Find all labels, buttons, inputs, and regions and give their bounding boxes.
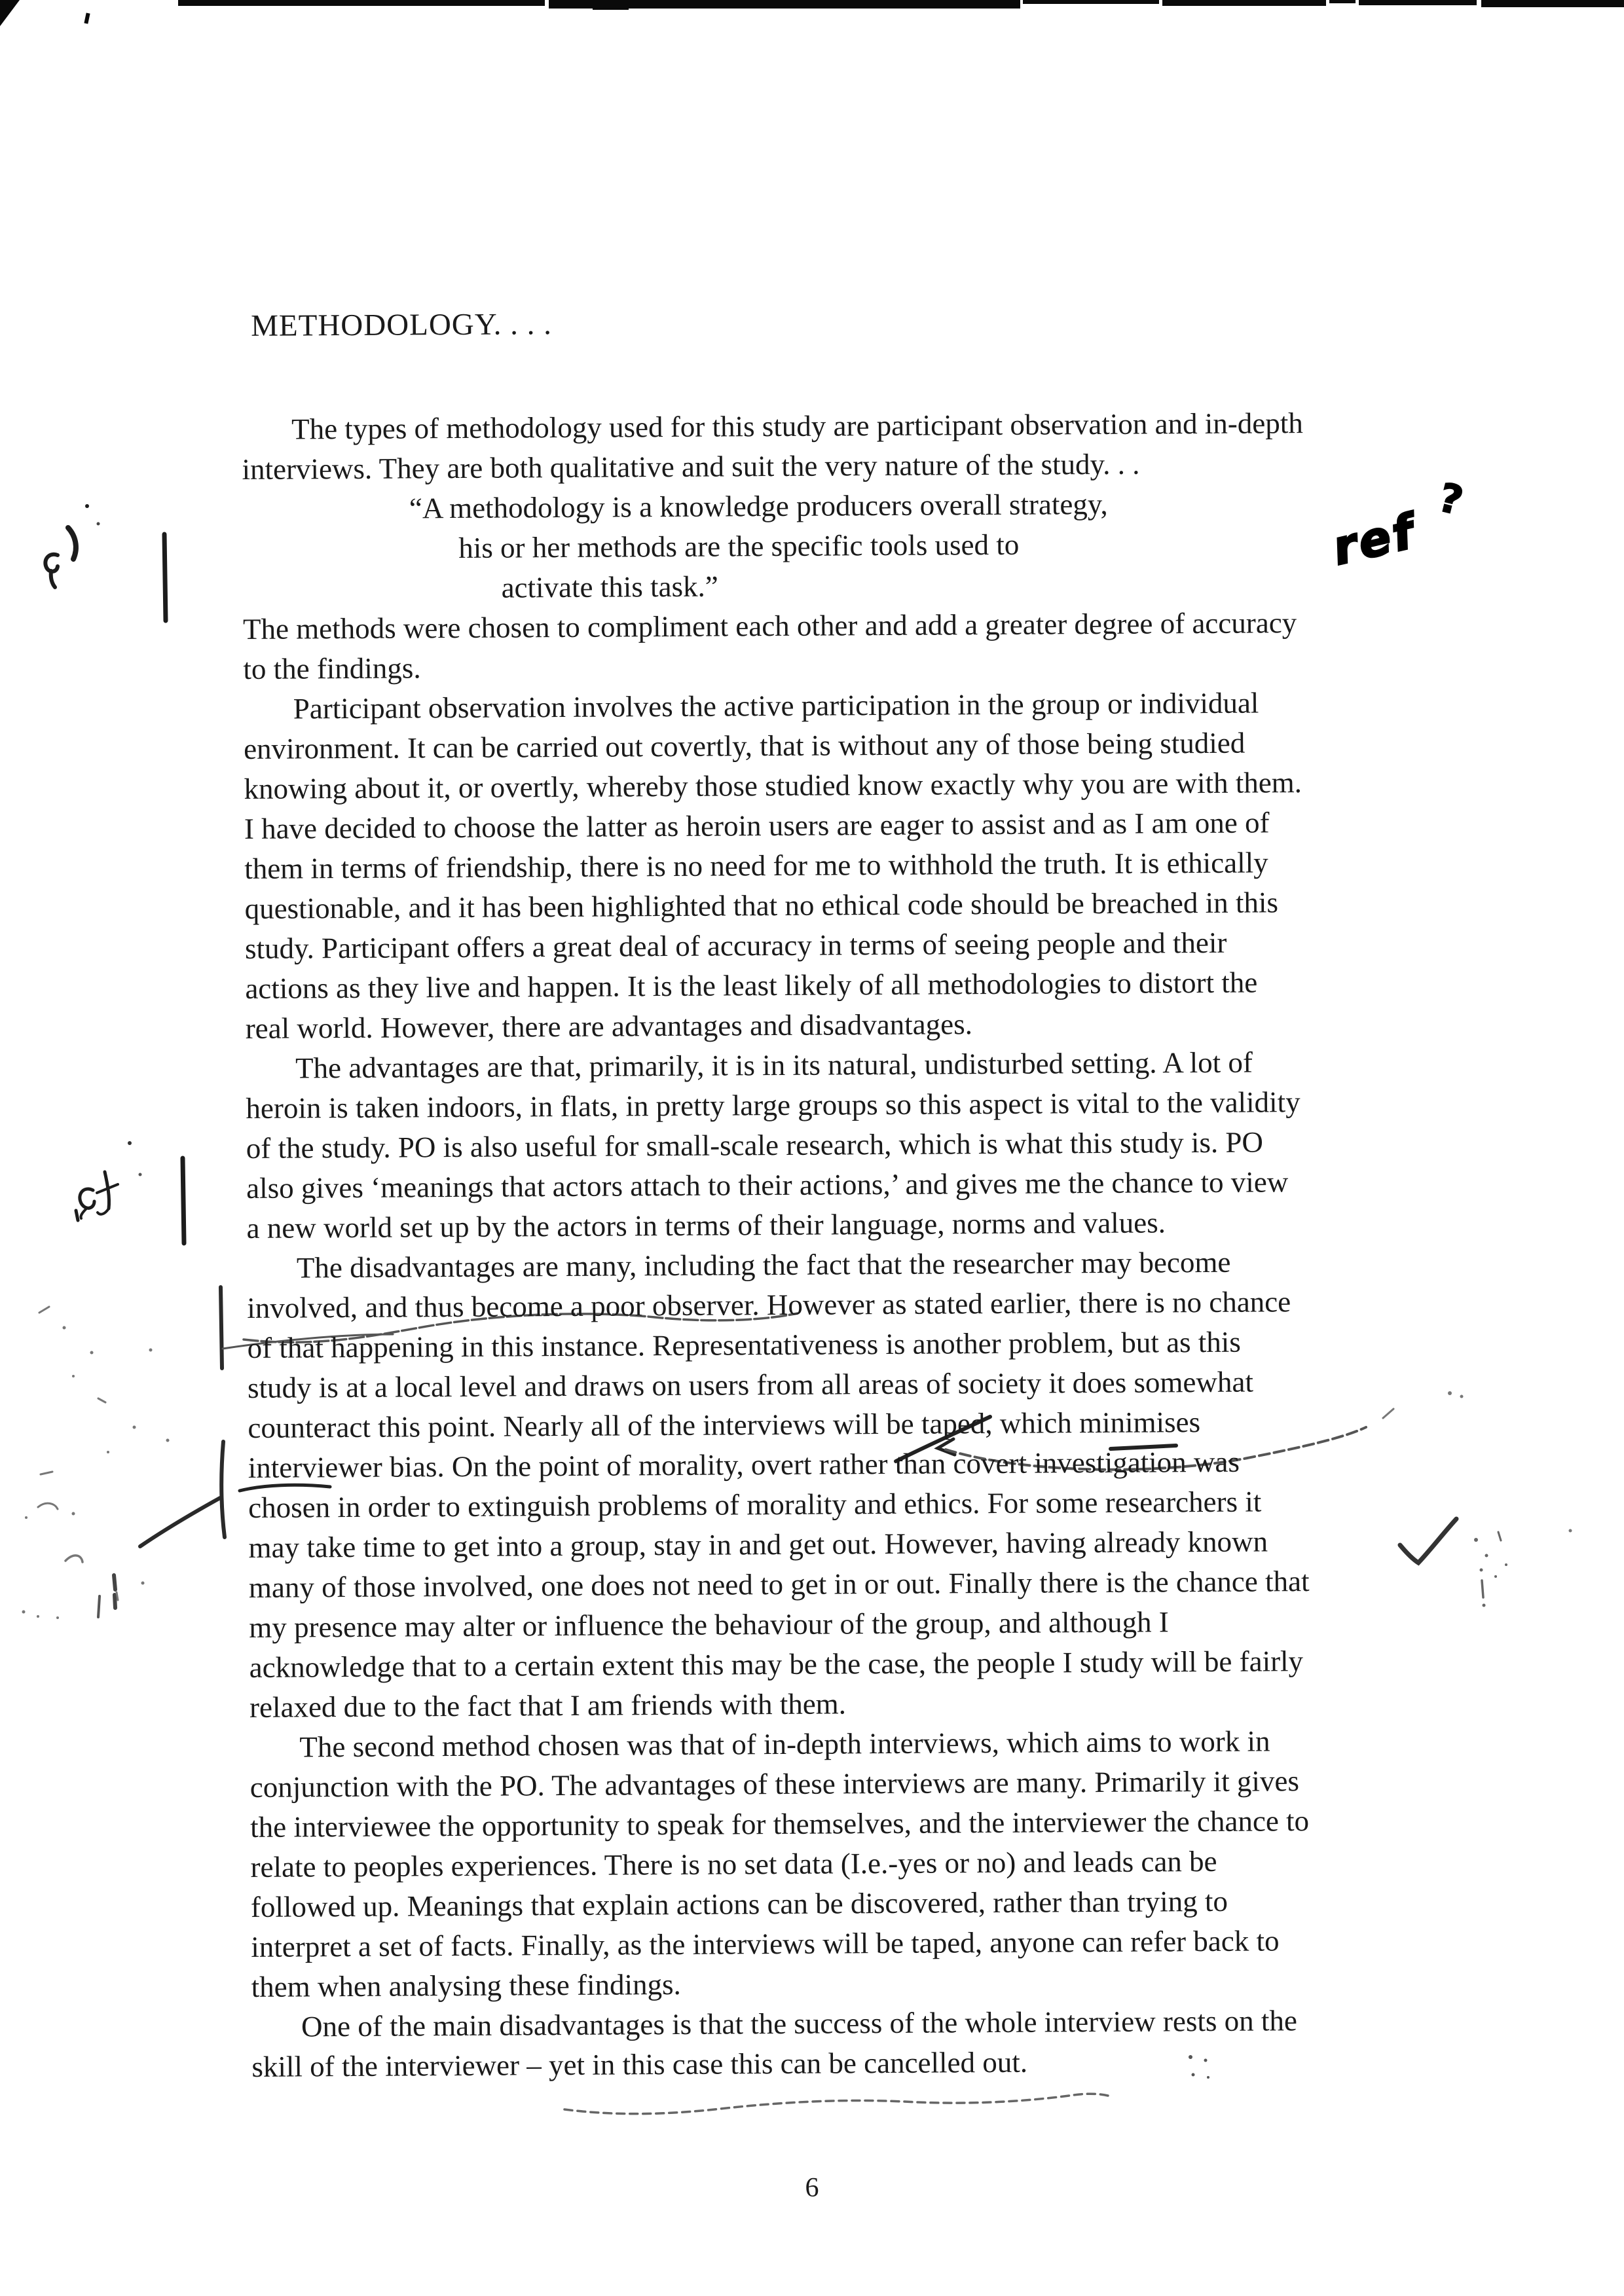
text-line: heroin is taken indoors, in flats, in pretty large groups so this aspect is vital to the validity: [246, 1085, 1301, 1125]
text-line: relaxed due to the fact that I am friends with them.: [249, 1687, 847, 1724]
text-line: The types of methodology used for this study are participant observation and in-depth: [291, 407, 1303, 446]
text-line: One of the main disadvantages is that the success of the whole interview rests on the: [301, 2004, 1298, 2043]
text-line: counteract this point. Nearly all of the interviews will be taped, which minimises: [248, 1406, 1201, 1444]
text-line: them in terms of friendship, there is no need for me to withhold the truth. It is ethically: [244, 846, 1268, 885]
text-line: questionable, and it has been highlighted that no ethical code should be breached in this: [244, 886, 1279, 925]
text-line: knowing about it, or overtly, whereby those studied know exactly why you are with them.: [244, 766, 1302, 805]
scan-artifact-corner-icon: [0, 0, 90, 26]
text-line: conjunction with the PO. The advantages of these interviews are many. Primarily it gives: [249, 1764, 1300, 1804]
text-line: interpret a set of facts. Finally, as the interviews will be taped, anyone can refer back to: [251, 1924, 1280, 1963]
text-line: The methods were chosen to compliment each other and add a greater degree of accuracy: [242, 606, 1297, 646]
text-line: Participant observation involves the active participation in the group or individual: [293, 686, 1259, 725]
text-line: them when analysing these findings.: [251, 1967, 681, 2003]
text-line: of that happening in this instance. Representativeness is another problem, but as this: [247, 1325, 1242, 1364]
text-line: The disadvantages are many, including the fact that the researcher may become: [296, 1245, 1231, 1285]
page-number: 6: [805, 2173, 819, 2203]
text-line: of the study. PO is also useful for small-scale research, which is what this study is. PO: [246, 1125, 1264, 1165]
text-line: study is at a local level and draws on users from all areas of society it does somewhat: [247, 1365, 1254, 1404]
paragraph: [243, 602, 1462, 689]
text-line: chosen in order to extinguish problems of morality and ethics. For some researchers it: [248, 1485, 1262, 1524]
pencil-speck-cluster-icon: [1474, 1532, 1507, 1607]
paragraph: [242, 403, 1460, 490]
text-line: acknowledge that to a certain extent this may be the case, the people I study will be fairly: [249, 1645, 1304, 1684]
page-title: METHODOLOGY. . . .: [251, 307, 553, 343]
pen-squiggle-quote-icon: [45, 504, 166, 621]
pencil-specks-left-icon: [22, 1307, 170, 1619]
pencil-margin-lines-icon: [140, 1287, 225, 1546]
paragraph: [246, 1042, 1465, 1248]
paragraph: [242, 483, 1461, 610]
pen-squiggle-advantages-icon: [76, 1141, 184, 1243]
paragraph: [251, 2000, 1470, 2087]
text-line: interviews. They are both qualitative and suit the very nature of the study. . .: [242, 447, 1140, 486]
text-line: skill of the interviewer – yet in this case this can be cancelled out.: [251, 2045, 1028, 2083]
text-line: activate this task.”: [501, 570, 718, 604]
text-line: a new world set up by the actors in terms of their language, norms and values.: [246, 1206, 1166, 1245]
text-line: The second method chosen was that of in-depth interviews, which aims to work in: [299, 1724, 1270, 1764]
text-line: The advantages are that, primarily, it is in its natural, undisturbed setting. A lot of: [295, 1046, 1253, 1085]
text-line: to the findings.: [243, 651, 421, 685]
text-line: his or her methods are the specific tools used to: [458, 528, 1020, 564]
paragraph: [249, 1721, 1469, 2007]
paragraph: [244, 682, 1464, 1049]
paragraph: [247, 1241, 1467, 1728]
text-line: my presence may alter or influence the behaviour of the group, and although I: [249, 1605, 1169, 1644]
text-line: actions as they live and happen. It is the least likely of all methodologies to distort the: [245, 966, 1258, 1005]
document-text-block: [241, 301, 1470, 2087]
text-line: may take time to get into a group, stay in and get out. However, having already known: [248, 1525, 1268, 1564]
handwritten-ref-note: ref: [1327, 503, 1422, 576]
handwritten-question-mark: ?: [1434, 474, 1467, 525]
text-line: the interviewee the opportunity to speak for themselves, and the interviewer the chance to: [250, 1804, 1310, 1844]
text-line: I have decided to choose the latter as heroin users are eager to assist and as I am one of: [244, 806, 1270, 845]
text-line: environment. It can be carried out covertly, that is without any of those being studied: [243, 726, 1246, 765]
text-line: “A methodology is a knowledge producers overall strategy,: [409, 487, 1108, 525]
text-line: many of those involved, one does not need to get in or out. Finally there is the chance that: [248, 1565, 1310, 1604]
text-line: also gives ‘meanings that actors attach to their actions,’ and gives me the chance to view: [246, 1165, 1289, 1205]
scan-artifact-top-band-icon: [178, 0, 1624, 10]
document-body: [242, 403, 1470, 2087]
text-line: involved, and thus become a poor observer. However as stated earlier, there is no chance: [247, 1285, 1291, 1324]
text-line: study. Participant offers a great deal of accuracy in terms of seeing people and their: [244, 926, 1227, 965]
text-line: followed up. Meanings that explain actions can be discovered, rather than trying to: [250, 1884, 1228, 1923]
text-line: interviewer bias. On the point of morality, overt rather than covert investigation was: [248, 1445, 1240, 1484]
text-line: real world. However, there are advantages and disadvantages.: [245, 1008, 973, 1045]
text-line: relate to peoples experiences. There is no set data (I.e.-yes or no) and leads can be: [250, 1844, 1217, 1884]
bottom-wavy-line-icon: [564, 2094, 1108, 2113]
